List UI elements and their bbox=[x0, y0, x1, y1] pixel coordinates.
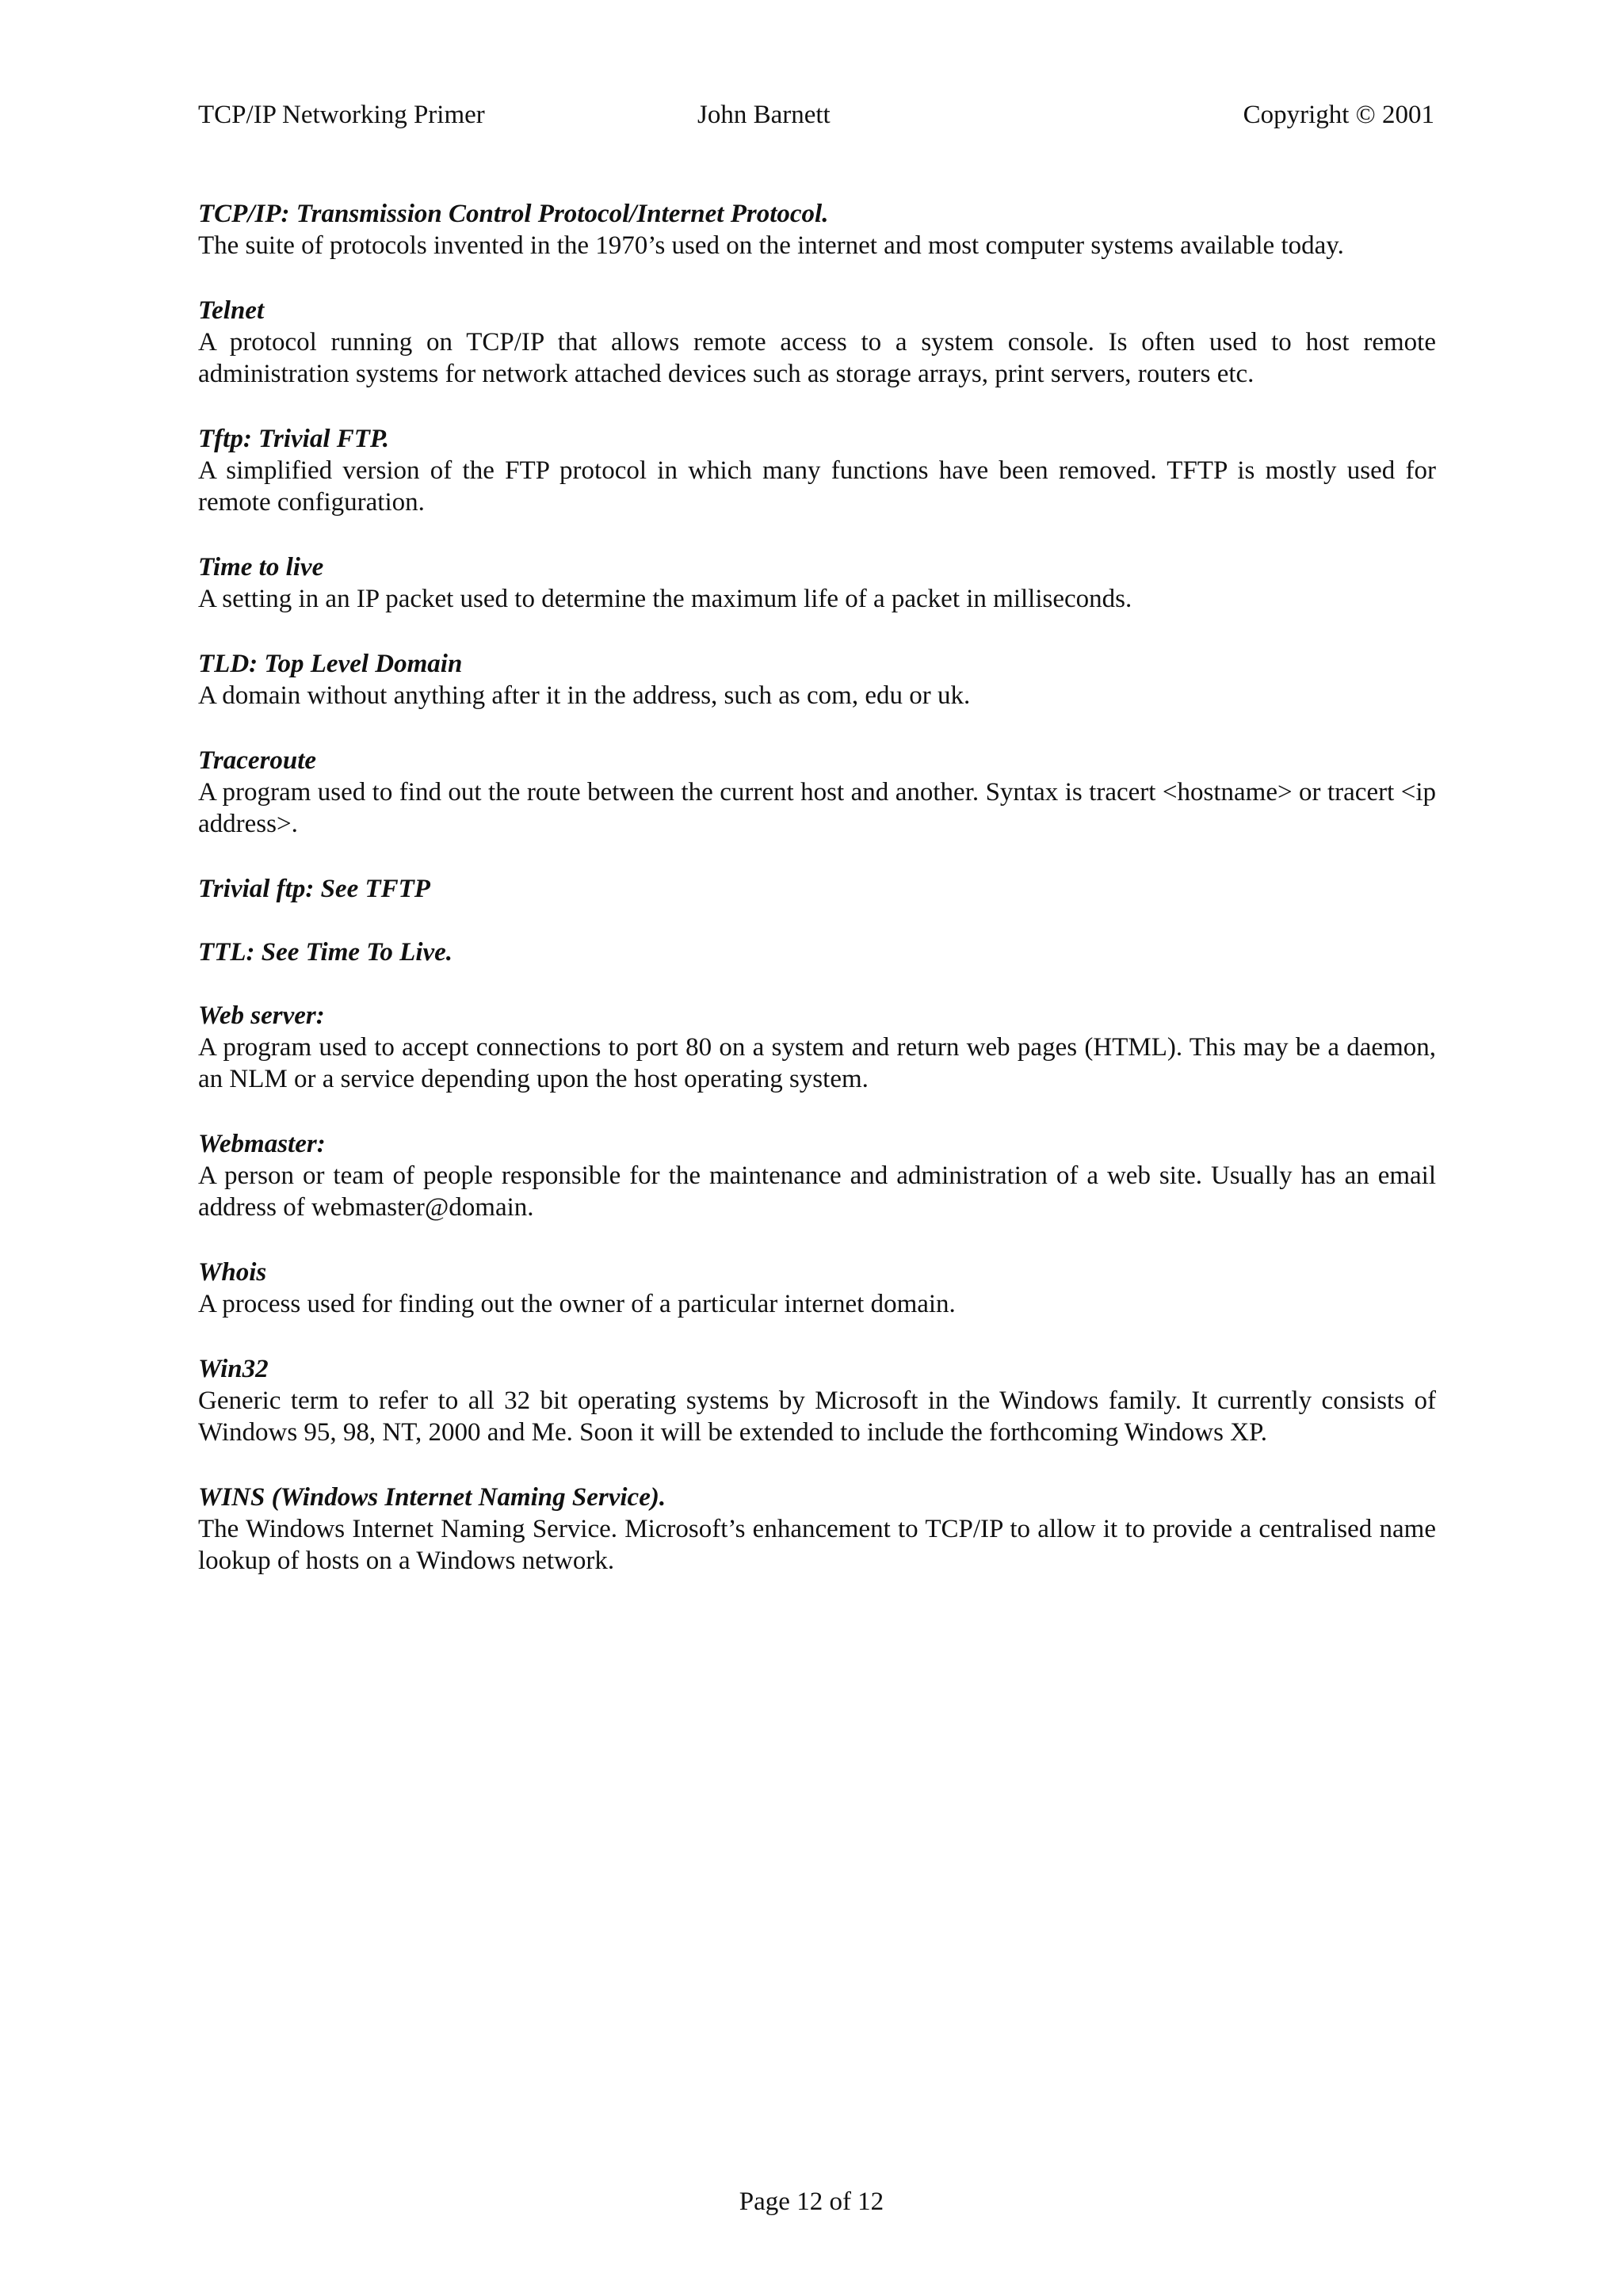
glossary-entry-wins bbox=[198, 1482, 1436, 1577]
glossary-entry-tftp bbox=[198, 423, 1436, 518]
glossary-entry-trivial-ftp bbox=[198, 873, 1436, 905]
glossary-definition: A protocol running on TCP/IP that allows remote access to a system console. Is often used to host remote administration systems for network attached devices such as storage arrays, print servers, routers etc. bbox=[198, 328, 1436, 388]
glossary-term: Tftp: Trivial FTP. bbox=[198, 425, 390, 453]
glossary-definition: A person or team of people responsible for the maintenance and administration of a web site. Usually has an email address of webmaster@domain. bbox=[198, 1161, 1436, 1222]
glossary-term: Webmaster: bbox=[198, 1130, 326, 1158]
header-copyright: Copyright © 2001 bbox=[1243, 101, 1434, 129]
glossary-term: Whois bbox=[198, 1258, 267, 1287]
glossary-entry-tld bbox=[198, 648, 1436, 711]
glossary-definition: Generic term to refer to all 32 bit operating systems by Microsoft in the Windows family. It currently consists of Windows 95, 98, NT, 2000 and Me. Soon it will be extended to include the forthcoming Windows XP. bbox=[198, 1386, 1436, 1447]
page-number: Page 12 of 12 bbox=[739, 2187, 884, 2216]
glossary-term: Trivial ftp: See TFTP bbox=[198, 875, 430, 903]
header-author: John Barnett bbox=[697, 101, 831, 129]
glossary-definition: The Windows Internet Naming Service. Microsoft’s enhancement to TCP/IP to allow it to provide a centralised name lookup of hosts on a Windows network. bbox=[198, 1515, 1436, 1575]
glossary-definition: A program used to find out the route between the current host and another. Syntax is tracert <hostname> or tracert <ip address>. bbox=[198, 778, 1436, 838]
glossary-entry-web-server bbox=[198, 1000, 1436, 1095]
glossary-definition: The suite of protocols invented in the 1970’s used on the internet and most computer systems available today. bbox=[198, 231, 1344, 260]
glossary-term: Web server: bbox=[198, 1001, 325, 1030]
glossary-term: Telnet bbox=[198, 296, 265, 325]
glossary-term: TCP/IP: Transmission Control Protocol/Internet Protocol. bbox=[198, 200, 829, 228]
glossary-entry-telnet bbox=[198, 295, 1436, 390]
glossary-definition: A setting in an IP packet used to determine the maximum life of a packet in milliseconds. bbox=[198, 585, 1132, 613]
glossary-term: Time to live bbox=[198, 553, 324, 582]
page-header bbox=[198, 97, 1434, 133]
glossary-term: TLD: Top Level Domain bbox=[198, 650, 463, 678]
glossary-entry-webmaster bbox=[198, 1128, 1436, 1223]
page-footer bbox=[0, 2183, 1623, 2220]
glossary-content bbox=[198, 198, 1436, 1610]
header-document-title: TCP/IP Networking Primer bbox=[198, 101, 485, 129]
glossary-definition: A program used to accept connections to port 80 on a system and return web pages (HTML). This may be a daemon, an NLM or a service depending upon the host operating system. bbox=[198, 1033, 1436, 1093]
glossary-entry-traceroute bbox=[198, 745, 1436, 840]
glossary-term: WINS (Windows Internet Naming Service). bbox=[198, 1483, 666, 1512]
glossary-term: Traceroute bbox=[198, 746, 317, 775]
glossary-entry-time-to-live bbox=[198, 551, 1436, 615]
glossary-entry-tcpip bbox=[198, 198, 1436, 261]
glossary-term: TTL: See Time To Live. bbox=[198, 938, 453, 967]
glossary-term: Win32 bbox=[198, 1355, 269, 1383]
glossary-entry-whois bbox=[198, 1257, 1436, 1320]
glossary-definition: A process used for finding out the owner of a particular internet domain. bbox=[198, 1290, 956, 1318]
glossary-entry-ttl bbox=[198, 936, 1436, 968]
glossary-entry-win32 bbox=[198, 1353, 1436, 1448]
glossary-definition: A domain without anything after it in the address, such as com, edu or uk. bbox=[198, 681, 971, 710]
glossary-definition: A simplified version of the FTP protocol in which many functions have been removed. TFTP is mostly used for remote configuration. bbox=[198, 456, 1436, 517]
